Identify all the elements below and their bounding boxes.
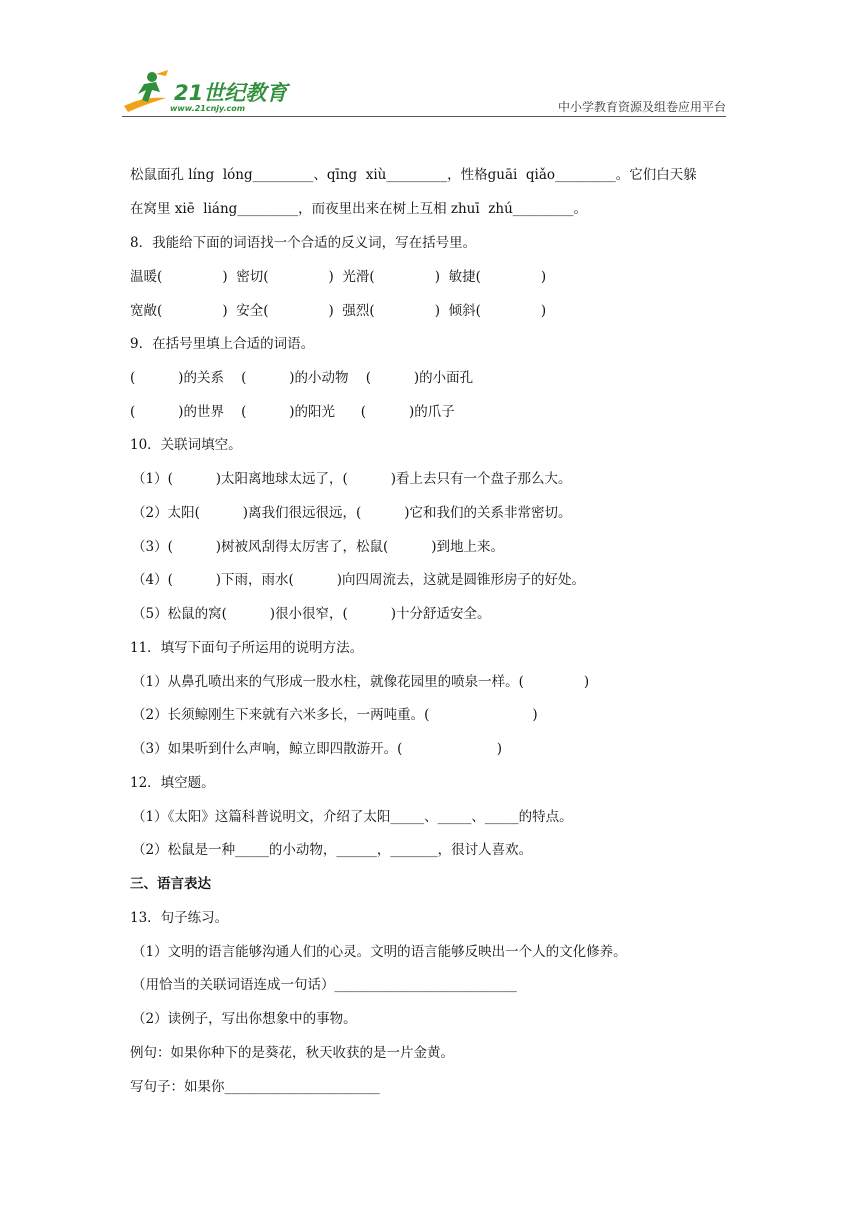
text-line: 写句子：如果你_______________________ bbox=[130, 1079, 380, 1095]
question-heading: 10．关联词填空。 bbox=[130, 437, 242, 453]
question-heading: 9．在括号里填上合适的词语。 bbox=[130, 336, 315, 352]
text-line: ( )的世界 ( )的阳光 ( )的爪子 bbox=[130, 404, 455, 420]
text-line: （1）《太阳》这篇科普说明文，介绍了太阳_____、_____、_____的特点。 bbox=[132, 809, 573, 825]
section-heading: 三、语言表达 bbox=[130, 876, 211, 892]
logo bbox=[122, 68, 292, 118]
text-line: （1）( )太阳离地球太远了，( )看上去只有一个盘子那么大。 bbox=[132, 471, 572, 487]
text-line: （2）读例子，写出你想象中的事物。 bbox=[132, 1011, 357, 1027]
text-line: 温暖( ) 密切( ) 光滑( ) 敏捷( ) bbox=[130, 269, 547, 285]
page-header bbox=[122, 62, 726, 118]
text-line: （1）从鼻孔喷出来的气形成一股水柱，就像花园里的喷泉一样。( ) bbox=[132, 674, 590, 690]
text-line: ( )的关系 ( )的小动物 ( )的小面孔 bbox=[130, 370, 474, 386]
text-line: （用恰当的关联词语连成一句话）___________________________ bbox=[132, 977, 517, 993]
text-line: （5）松鼠的窝( )很小很窄，( )十分舒适安全。 bbox=[132, 606, 491, 622]
question-heading: 13．句子练习。 bbox=[130, 910, 229, 926]
text-line: （3）如果听到什么声响，鲸立即四散游开。( ) bbox=[132, 741, 503, 757]
text-line: （2）太阳( )离我们很远很远，( )它和我们的关系非常密切。 bbox=[132, 505, 572, 521]
question-heading: 12．填空题。 bbox=[130, 775, 215, 791]
question-heading: 11．填写下面句子所运用的说明方法。 bbox=[130, 640, 364, 656]
platform-title: 中小学教育资源及组卷应用平台 bbox=[557, 100, 726, 114]
question-heading: 8．我能给下面的词语找一个合适的反义词，写在括号里。 bbox=[130, 235, 477, 251]
text-line: （4）( )下雨，雨水( )向四周流去，这就是圆锥形房子的好处。 bbox=[132, 572, 585, 588]
text-line: 松鼠面孔 líng lóng_________、qīng xiù_________，性格guāi qiǎo_________。它们白天躲 bbox=[130, 167, 697, 183]
header-divider bbox=[122, 116, 726, 117]
text-line: （2）长须鲸刚生下来就有六米多长，一两吨重。( ) bbox=[132, 707, 538, 723]
text-line: 宽敞( ) 安全( ) 强烈( ) 倾斜( ) bbox=[130, 303, 547, 319]
text-line: 例句：如果你种下的是葵花，秋天收获的是一片金黄。 bbox=[130, 1045, 454, 1061]
text-line: （1）文明的语言能够沟通人们的心灵。文明的语言能够反映出一个人的文化修养。 bbox=[132, 944, 627, 960]
logo-url: www.21cnjy.com bbox=[170, 104, 246, 113]
logo-text: 21世纪教育 bbox=[174, 81, 288, 105]
text-line: （2）松鼠是一种_____的小动物，______，_______，很讨人喜欢。 bbox=[132, 842, 533, 858]
text-line: （3）( )树被风刮得太厉害了，松鼠( )到地上来。 bbox=[132, 539, 504, 555]
text-line: 在窝里 xiē liáng_________，而夜里出来在树上互相 zhuī zhú_________。 bbox=[130, 201, 588, 217]
